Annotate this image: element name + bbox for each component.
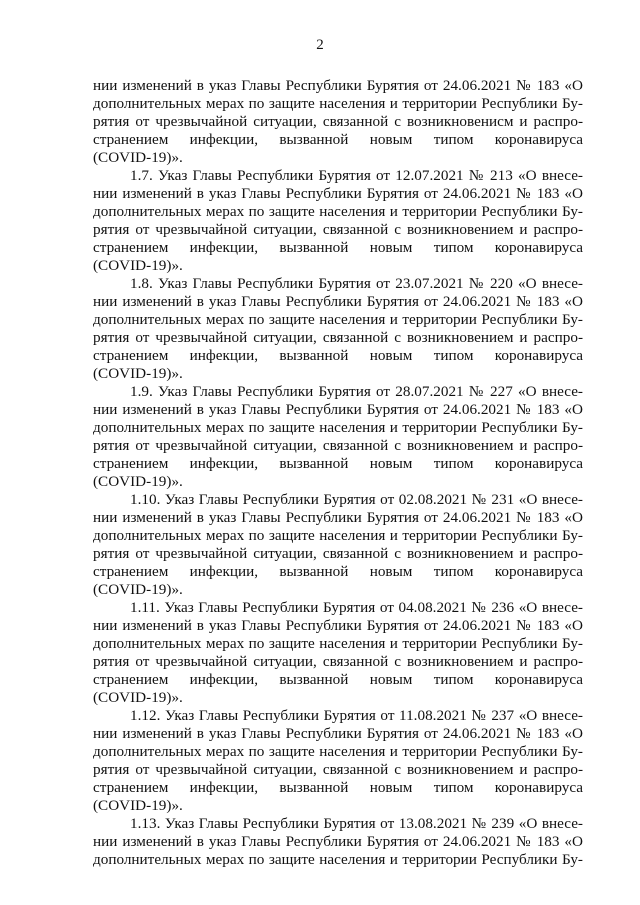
text-line: странением инфекции, вызванной новым типом коронавируса [93,131,583,148]
text-line: дополнительных мерах по защите населения и территории Республики Бу- [93,635,583,652]
text-line: нии изменений в указ Главы Республики Бурятия от 24.06.2021 № 183 «О [93,401,583,418]
text-line: (COVID-19)». [93,797,183,814]
text-line: дополнительных мерах по защите населения и территории Республики Бу- [93,419,583,436]
text-line: рятия от чрезвычайной ситуации, связанной с возникновением и распро- [93,653,583,670]
list-item-start-line: 1.8. Указ Главы Республики Бурятия от 23.07.2021 № 220 «О внесе- [130,275,583,292]
text-line: дополнительных мерах по защите населения и территории Республики Бу- [93,851,583,868]
text-line: дополнительных мерах по защите населения и территории Республики Бу- [93,95,583,112]
text-line: нии изменений в указ Главы Республики Бурятия от 24.06.2021 № 183 «О [93,509,583,526]
document-body [93,77,583,869]
text-line: нии изменений в указ Главы Республики Бурятия от 24.06.2021 № 183 «О [93,293,583,310]
text-line: рятия от чрезвычайной ситуации, связанной с возникновением и распро- [93,221,583,238]
text-line: странением инфекции, вызванной новым типом коронавируса [93,455,583,472]
text-line: рятия от чрезвычайной ситуации, связанной с возникновением и распро- [93,437,583,454]
text-line: странением инфекции, вызванной новым типом коронавируса [93,239,583,256]
text-line: нии изменений в указ Главы Республики Бурятия от 24.06.2021 № 183 «О [93,77,583,94]
list-item-start-line: 1.9. Указ Главы Республики Бурятия от 28.07.2021 № 227 «О внесе- [130,383,583,400]
text-line: странением инфекции, вызванной новым типом коронавируса [93,779,583,796]
page-number: 2 [316,37,324,53]
list-item-start-line: 1.10. Указ Главы Республики Бурятия от 02.08.2021 № 231 «О внесе- [130,491,583,508]
text-line: (COVID-19)». [93,149,183,166]
text-line: дополнительных мерах по защите населения и территории Республики Бу- [93,527,583,544]
text-line: дополнительных мерах по защите населения и территории Республики Бу- [93,743,583,760]
text-line: странением инфекции, вызванной новым типом коронавируса [93,671,583,688]
text-line: рятия от чрезвычайной ситуации, связанной с возникновенисм и распро- [93,113,583,130]
text-line: рятия от чрезвычайной ситуации, связанной с возникновением и распро- [93,761,583,778]
text-line: рятия от чрезвычайной ситуации, связанной с возникновением и распро- [93,545,583,562]
text-line: дополнительных мерах по защите населения и территории Республики Бу- [93,203,583,220]
text-line: нии изменений в указ Главы Республики Бурятия от 24.06.2021 № 183 «О [93,725,583,742]
text-line: нии изменений в указ Главы Республики Бурятия от 24.06.2021 № 183 «О [93,617,583,634]
text-line: странением инфекции, вызванной новым типом коронавируса [93,563,583,580]
text-line: дополнительных мерах по защите населения и территории Республики Бу- [93,311,583,328]
text-line: нии изменений в указ Главы Республики Бурятия от 24.06.2021 № 183 «О [93,833,583,850]
text-line: (COVID-19)». [93,581,183,598]
list-item-start-line: 1.11. Указ Главы Республики Бурятия от 04.08.2021 № 236 «О внесе- [130,599,583,616]
text-line: странением инфекции, вызванной новым типом коронавируса [93,347,583,364]
text-line: (COVID-19)». [93,365,183,382]
list-item-start-line: 1.13. Указ Главы Республики Бурятия от 13.08.2021 № 239 «О внесе- [130,815,583,832]
text-line: нии изменений в указ Главы Республики Бурятия от 24.06.2021 № 183 «О [93,185,583,202]
text-line: рятия от чрезвычайной ситуации, связанной с возникновением и распро- [93,329,583,346]
list-item-start-line: 1.7. Указ Главы Республики Бурятия от 12.07.2021 № 213 «О внесе- [130,167,583,184]
text-line: (COVID-19)». [93,473,183,490]
list-item-start-line: 1.12. Указ Главы Республики Бурятия от 11.08.2021 № 237 «О внесе- [130,707,583,724]
text-line: (COVID-19)». [93,689,183,706]
text-line: (COVID-19)». [93,257,183,274]
